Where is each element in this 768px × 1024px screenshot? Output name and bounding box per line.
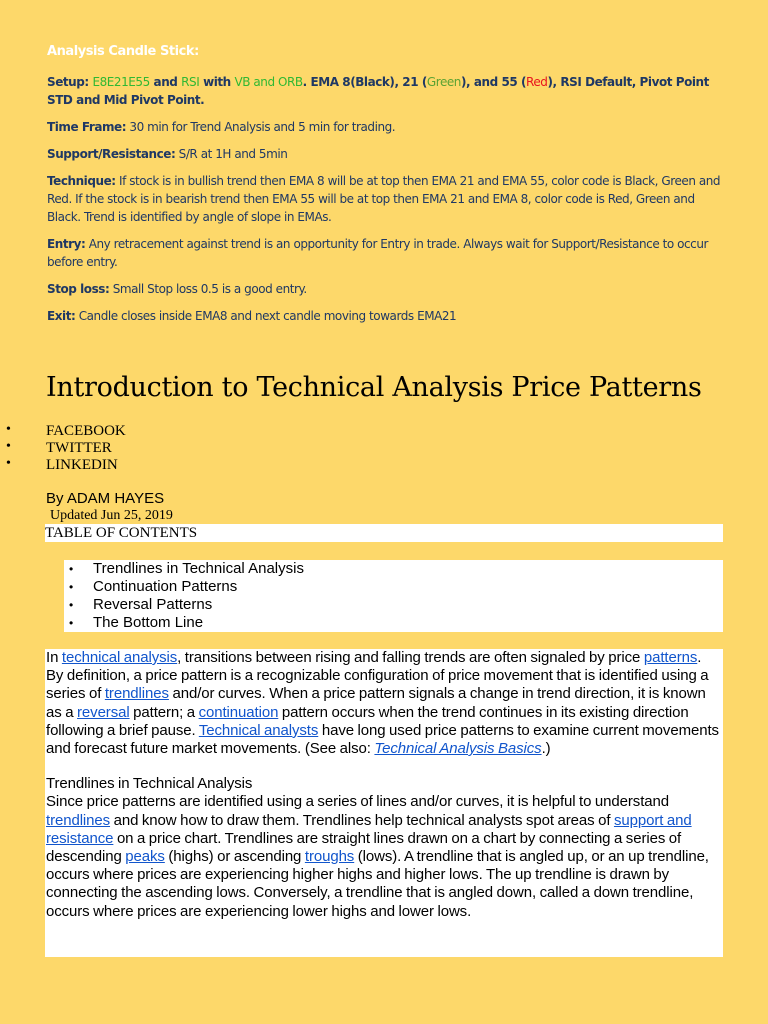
- p1-text-5: pattern; a: [129, 703, 199, 721]
- technical-analysis-link[interactable]: technical analysis: [61, 649, 178, 666]
- support-note: [47, 145, 727, 163]
- p1-text-4: and/or curves. When a price pattern signals a change in trend direction, it is known as a: [46, 685, 706, 721]
- share-list: [0, 423, 126, 474]
- reversal-link[interactable]: reversal: [77, 703, 130, 721]
- author-byline: By ADAM HAYES: [46, 490, 165, 507]
- ema-text-2: ), and 55 (: [460, 75, 527, 89]
- ema-code: E8E21E55: [92, 75, 150, 89]
- p1-text-3: . By definition, a price pattern is a recognizable configuration of price movement that is identified using a series of: [46, 649, 709, 703]
- article-body: [45, 649, 723, 957]
- and-text: and: [153, 75, 178, 89]
- p2-text-3: on a price chart. Trendlines are straight lines drawn on a chart by connecting a series of descending: [46, 829, 682, 866]
- toc-item-trendlines[interactable]: • Trendlines in Technical Analysis: [64, 560, 723, 578]
- p1-text-7: have long used price patterns to examine current movements and forecast future market movements. (See also:: [46, 721, 719, 758]
- trendlines-paragraph: [45, 793, 723, 920]
- trendlines-link-2[interactable]: trendlines: [46, 811, 111, 829]
- trendlines-link[interactable]: trendlines: [104, 685, 169, 703]
- patterns-link[interactable]: patterns: [643, 649, 698, 666]
- technique-label: Technique:: [47, 174, 116, 188]
- exit-text: Candle closes inside EMA8 and next candle moving towards EMA21: [75, 309, 457, 323]
- toc-item-reversal[interactable]: • Reversal Patterns: [64, 596, 723, 614]
- p1-text-8: .): [541, 740, 551, 758]
- share-facebook-link[interactable]: • FACEBOOK: [0, 423, 126, 440]
- toc-heading[interactable]: TABLE OF CONTENTS: [45, 524, 723, 542]
- rsi-text: RSI: [181, 75, 200, 89]
- exit-note: [47, 307, 727, 325]
- page-title: Introduction to Technical Analysis Price Patterns: [46, 372, 702, 403]
- ema-text-1: . EMA 8(Black), 21 (: [302, 75, 427, 89]
- intro-paragraph: [45, 649, 723, 758]
- table-of-contents: [64, 560, 723, 632]
- stoploss-text: Small Stop loss 0.5 is a good entry.: [109, 282, 307, 296]
- p2-text-1: Since price patterns are identified using a series of lines and/or curves, it is helpful to understand: [46, 793, 669, 811]
- exit-label: Exit:: [47, 309, 76, 323]
- entry-text: Any retracement against trend is an opportunity for Entry in trade. Always wait for Support/Resistance to occur before entry.: [47, 237, 708, 269]
- technique-text: If stock is in bullish trend then EMA 8 will be at top then EMA 21 and EMA 55, color code is Black, Green and Red. If the stock is in bearish trend then EMA 55 will be at top then EMA 21 and EMA 8, color code is Red, Green and Black. Trend is identified by angle of slope in EMAs.: [47, 174, 721, 224]
- ema-text-3: ), RSI Default, Pivot Point STD and Mid Pivot Point.: [47, 75, 709, 107]
- p2-text-5: (lows). A trendline that is angled up, or an up trendline, occurs where prices are experiencing higher highs and higher lows. The up trendline is drawn by connecting the ascending lows. Conversely, a trendline that is angled down, called a down trendline, occurs where prices are experiencing lower highs and lower lows.: [46, 848, 709, 920]
- technique-note: [47, 172, 727, 226]
- support-label: Support/Resistance:: [47, 147, 176, 161]
- toc-item-bottom-line[interactable]: • The Bottom Line: [64, 614, 723, 632]
- stoploss-label: Stop loss:: [47, 282, 110, 296]
- timeframe-label: Time Frame:: [47, 120, 127, 134]
- notes-title: Analysis Candle Stick:: [47, 44, 199, 59]
- p1-text-2: , transitions between rising and falling trends are often signaled by price: [177, 649, 644, 666]
- p2-text-2: and know how to draw them. Trendlines help technical analysts spot areas of: [110, 811, 614, 829]
- stoploss-note: [47, 280, 727, 298]
- setup-note: [47, 73, 727, 109]
- troughs-link[interactable]: troughs: [304, 848, 355, 866]
- red-word: Red: [526, 75, 548, 89]
- continuation-link[interactable]: continuation: [198, 703, 279, 721]
- support-text: S/R at 1H and 5min: [175, 147, 288, 161]
- toc-list: [64, 560, 723, 632]
- toc-item-continuation[interactable]: • Continuation Patterns: [64, 578, 723, 596]
- strategy-notes: [47, 44, 727, 334]
- updated-date: Updated Jun 25, 2019: [50, 508, 173, 523]
- p1-text-6: pattern occurs when the trend continues in its existing direction following a brief pause.: [46, 703, 689, 739]
- p1-text-1: In: [46, 649, 62, 666]
- timeframe-text: 30 min for Trend Analysis and 5 min for trading.: [126, 120, 396, 134]
- with-word: with: [203, 75, 231, 89]
- peaks-link[interactable]: peaks: [125, 848, 165, 866]
- green-word: Green: [426, 75, 461, 89]
- setup-label: Setup:: [47, 75, 89, 89]
- technical-analysts-link[interactable]: Technical analysts: [198, 721, 319, 739]
- section-heading: Trendlines in Technical Analysis: [46, 775, 253, 793]
- support-resistance-link[interactable]: support and resistance: [46, 811, 692, 847]
- vb-orb-text: VB and ORB: [234, 75, 303, 89]
- share-linkedin-link[interactable]: • LINKEDIN: [0, 457, 126, 474]
- share-twitter-link[interactable]: • TWITTER: [0, 440, 126, 457]
- timeframe-note: [47, 118, 727, 136]
- entry-note: [47, 235, 727, 271]
- p2-text-4: (highs) or ascending: [164, 848, 305, 866]
- entry-label: Entry:: [47, 237, 86, 251]
- technical-analysis-basics-link[interactable]: Technical Analysis Basics: [374, 740, 542, 758]
